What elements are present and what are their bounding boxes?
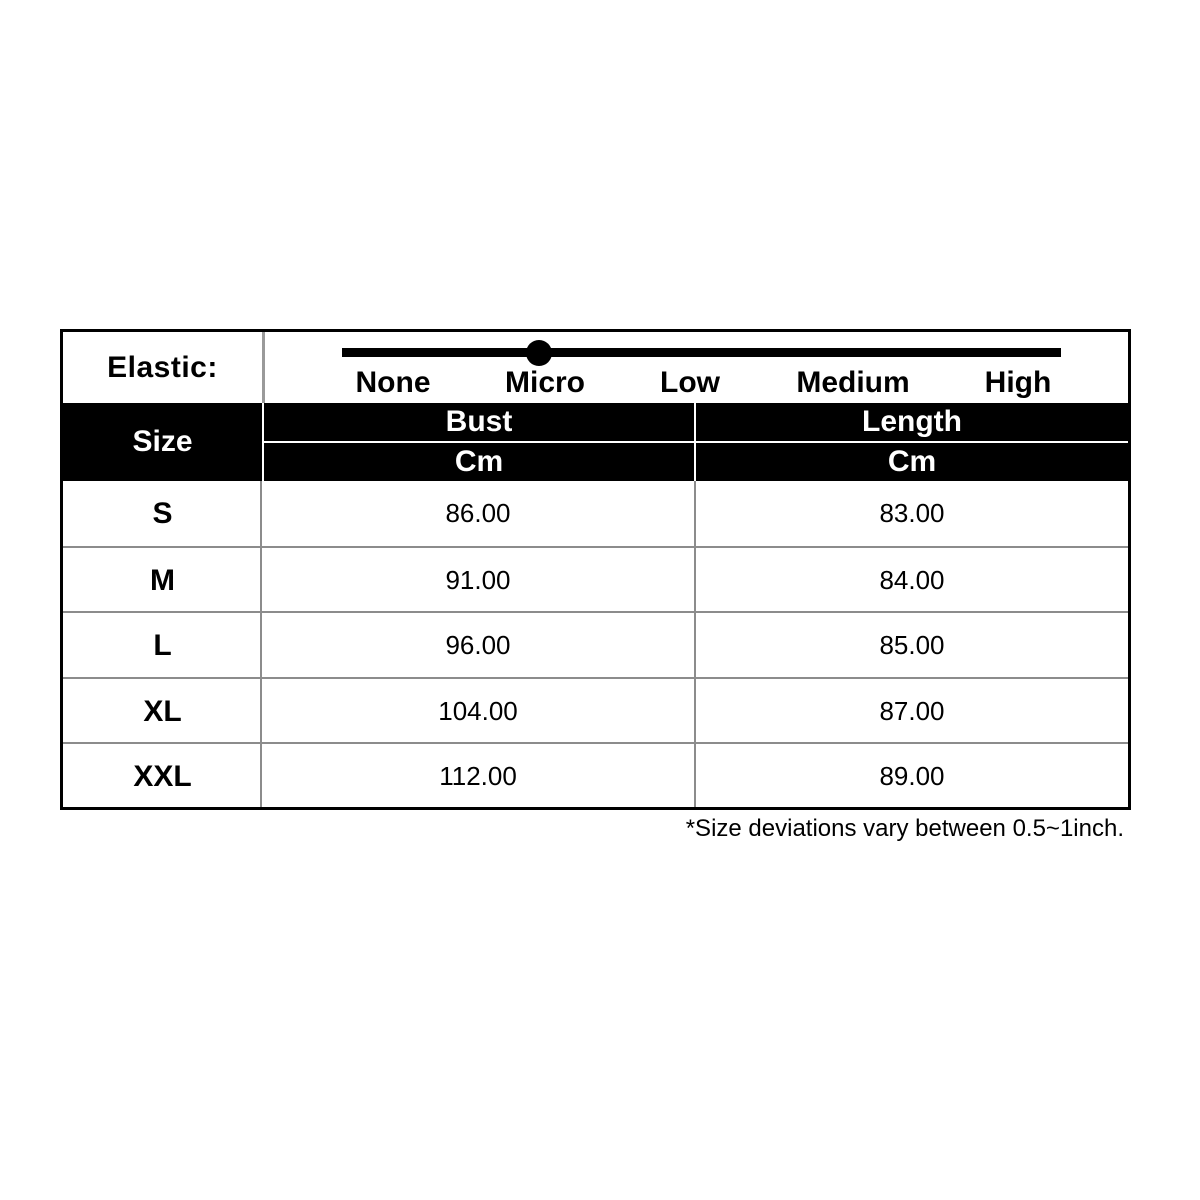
size-cell: M — [150, 563, 175, 597]
table-row — [63, 613, 1128, 678]
table-row — [63, 481, 1128, 546]
length-cell: 87.00 — [879, 696, 945, 726]
length-cell: 85.00 — [879, 630, 945, 660]
table-header — [63, 403, 1128, 481]
bust-unit-header: Cm — [454, 445, 504, 478]
size-cell: XL — [143, 694, 182, 728]
table-row — [63, 679, 1128, 744]
size-cell: S — [152, 496, 173, 530]
elastic-label: Elastic: — [107, 350, 218, 384]
length-column-header: Length — [862, 405, 962, 438]
elastic-level-none: None — [355, 366, 431, 399]
elastic-level-low: Low — [660, 366, 720, 399]
length-cell: 84.00 — [879, 565, 945, 595]
bust-cell: 91.00 — [445, 565, 511, 595]
size-cell: XXL — [133, 759, 192, 793]
length-unit-header: Cm — [887, 445, 937, 478]
elastic-row — [63, 332, 1128, 403]
table-row — [63, 548, 1128, 613]
size-deviation-note: *Size deviations vary between 0.5~1inch. — [685, 815, 1124, 842]
bust-column-header: Bust — [445, 405, 513, 438]
length-cell: 83.00 — [879, 498, 945, 528]
elastic-level-high: High — [984, 366, 1052, 399]
elastic-scale-track — [342, 348, 1061, 357]
bust-cell: 112.00 — [439, 761, 517, 791]
elastic-level-micro: Micro — [504, 366, 586, 399]
size-cell: L — [153, 628, 172, 662]
elastic-level-medium: Medium — [796, 366, 910, 399]
size-column-header: Size — [132, 425, 193, 458]
bust-cell: 96.00 — [445, 630, 511, 660]
elastic-scale-marker — [526, 340, 552, 366]
table-row — [63, 744, 1128, 809]
bust-cell: 104.00 — [438, 696, 518, 726]
size-chart-table — [60, 329, 1131, 810]
elastic-scale — [265, 332, 1128, 403]
bust-cell: 86.00 — [445, 498, 511, 528]
length-cell: 89.00 — [879, 761, 945, 791]
